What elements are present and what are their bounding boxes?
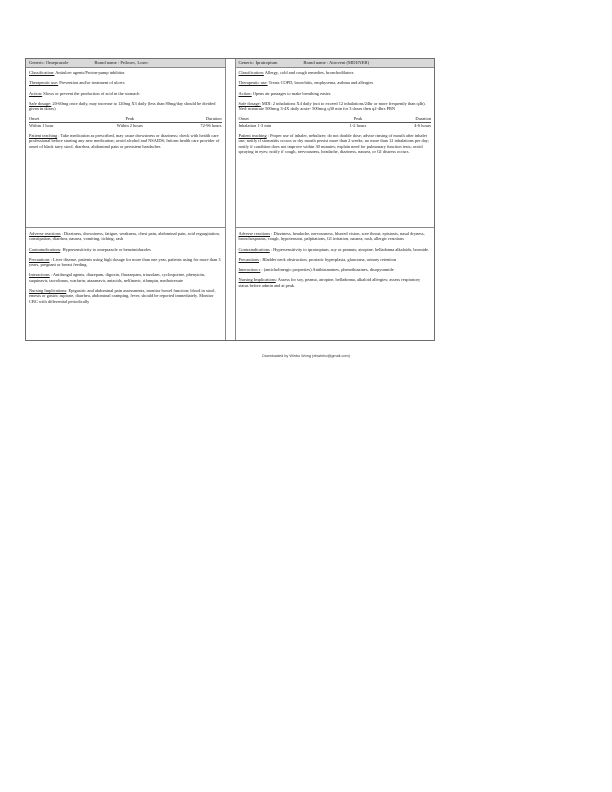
action: Action: Opens air passages to make breathing easier.	[238, 90, 332, 96]
brand-name: Brand name : Prilosec, Losec	[94, 60, 149, 65]
safe-dosage: Safe dosage: 20-60mg once daily, may increase to 120mg X3 daily (less than 80mg/day should be divided given in doses)	[29, 100, 216, 112]
classification: Classification: Antiulcer agents/Proton-pump inhibitor	[29, 70, 125, 75]
patient-teaching: Patient teaching : Proper use of inhaler, nebulizer; do not double dose; advise rinsing of mouth after inhaler use; notify if stomatitis occurs or dry mouth persist more than 2 weeks; no more than 12 inhalations per day; notify if condition does not improve within 30 minutes; explain need for pulmonary function tests; avoid spraying in eyes; notify if cough, nervousness, headache, dizziness, nausea, or GI distress occurs.	[238, 133, 430, 154]
generic-name: Generic: Omeprazole	[29, 60, 69, 65]
precautions: Precautions : Liver disease, patients using high dosage for more than one year, patients using for more than 3 years, pregnant or breast feeding.	[29, 256, 221, 268]
brand-name: Brand name : Atrovent (MDI/NEB)	[303, 60, 369, 65]
card-bottom-section	[236, 228, 435, 288]
therapeutic-use: Therapeutic use: Prevention and/or treatment of ulcers	[29, 80, 125, 86]
drug-card-sheet	[25, 58, 435, 341]
card-bottom-section	[26, 228, 225, 304]
nursing-implications: Nursing Implications: Epigastric and abdominal pain assessments, monitor bowel function; blood in stool, emesis or gastric aspirate, diarrhea, abdominal cramping, fever, should be reported immediately. Monitor CBC with differential periodically	[29, 288, 216, 304]
contraindications: Contraindications: Hypersensitivity to omeprazole or benzimidazoles	[29, 246, 151, 252]
card-header	[236, 59, 435, 68]
therapeutic-use: Therapeutic use: Treats COPD, bronchitis, emphysema, asthma and allergies	[238, 80, 374, 86]
timing-table: Onset Peak Duration Inhalation 1-3 min 1-2 hours 4-6 hours	[238, 116, 432, 128]
patient-teaching: Patient teaching : Take medication as prescribed, may cause drowsiness or dizziness; check with health care professional before starting any new medication; avoid alcohol and NSAIDS; Inform health care provider of onset of black tarry stool, diarrhea, abdominal pain or persistent headaches	[29, 133, 220, 149]
classification: Classification: Allergy, cold and cough remedies, bronchodilators	[238, 70, 354, 75]
nursing-implications: Nursing Implications: Assess for soy, peanut, atropine, belladonna, alkaloid allergies; assess respiratory status before admin and at peak.	[238, 277, 421, 288]
timing-table: Onset Peak Duration Within 1 hour Within 2 hours 72-96 hours	[29, 116, 222, 128]
generic-name: Generic: Ipratropium	[238, 60, 278, 65]
safe-dosage: Safe dosage: MDI: 2 inhalations X4 daily (not to exceed 12 inhalations/24hr or more frequently than q4h). Ned: nonacute 500mcg 3-4X daily acute- 500mcg q30 min for 3 doses then q2-4hrs PRN	[238, 100, 426, 112]
interactions: Interaction s : (anticholinergic properties) Antihistamines, phenothiazines, disopyramide	[238, 267, 394, 273]
interactions: Interactions : Antifungal agents, diazepam, digoxin, flurazepam, triazolam, cyclosporine, phenytoin, saquinavir, tacrolimus, warfarin, atazanavir, antacids, nelfinavir, rifampin, methotrexate	[29, 272, 206, 283]
download-footer: Downloaded by Winbo Wong (ebwinbo@gmail.com)	[262, 354, 350, 358]
adverse-reactions: Adverse reactions : Dizziness, drowsiness, fatigue, weakness, chest pain, abdominal pain, acid regurgitation, constipation, diarrhea, nausea, vomiting, itching, rash	[29, 231, 220, 242]
card-top-section	[236, 68, 435, 228]
card-header	[26, 59, 225, 68]
action: Action: Slows or prevent the production of acid in the stomach	[29, 90, 140, 96]
drug-card-omeprazole	[26, 59, 226, 340]
card-gutter	[226, 59, 235, 340]
adverse-reactions: Adverse reactions : Dizziness, headache, nervousness, blurred vision, sore throat, epistaxis, nasal dryness, bronchospasms, cough, hypotension, palpitations, GI irritation, nausea, rash, allergic reactions	[238, 231, 425, 242]
drug-card-ipratropium	[235, 59, 435, 340]
contraindications: Contraindications : Hypersensitivity to ipratropium, soy or peanuts; atropine, belladonna alkaloids, bromide.	[238, 246, 430, 252]
card-top-section	[26, 68, 225, 228]
precautions: Precautions : Bladder neck obstruction, prostatic hyperplasia, glaucoma, urinary retention	[238, 256, 397, 262]
